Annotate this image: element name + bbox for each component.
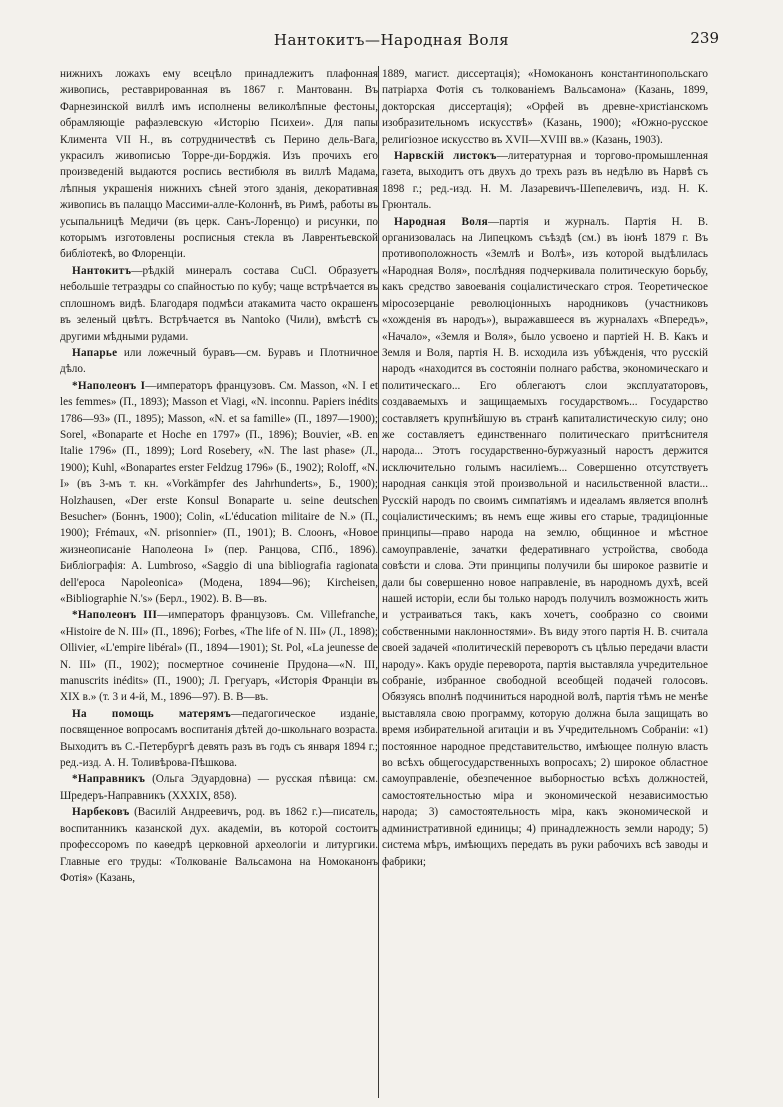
entry-text: нижнихъ ложахъ ему всецѣло принадлежитъ плафонная живопись, реставрированная въ 1867 г. Мантованн. Въ Фарнезинской виллѣ имъ исполнены великолѣпные фестоны, обрамляющіе рафаэлевскую «Исторію Психеи». Для папы Климента VII Н., въ сотрудничествѣ съ Перино дель-Вага, украсилъ живописью Торре-ди-Борджія. Изъ прочихъ его произведеній выдаются роспись вестибюля въ виллѣ Мадама, лѣпныя украшенія нижнихъ сѣней этого зданія, декоративная живопись въ палаццо Массими-алле-Колоннѣ, въ Римѣ, работы въ усыпальницѣ Медичи (въ церк. Санъ-Лоренцо) и рисунки, по которымъ изготовлены росписныя стекла въ Лаврентьевской библіотекѣ, во Флоренціи. <box>60 68 378 261</box>
entry-text: —императоръ французовъ. См. Masson, «N. I et les femmes» (П., 1893); Masson et Viagi, «N. inconnu. Papiers inédits 1786—93» (П., 1895); Masson, «N. et sa famille» (П., 1897—1900); Sorel, «Bonaparte et Hoche en 1797» (П., 1896); Bouvier, «B. en Italie 1796» (П., 1899); Lord Rosebery, «N. The last phase» (Л., 1900); Kuhl, «Bonapartes erster Feldzug 1796» (Б., 1902); Roloff, «N. I» (въ 3-мъ т. кн. «Vorkämpfer des Jahrhunderts», Б., 1900); Holzhausen, «Der erste Konsul Bonaparte u. seine deutschen Besucher» (Боннъ, 1900); Colin, «L'éducation militaire de N.» (П., 1900); Frémaux, «N. prisonnier» (П., 1901); В. Слоонъ, «Новое жизнеописаніе Наполеона I» (пер. Ранцова, СПб., 1896). Библіографія: A. Lumbroso, «Saggio di una bibliografia ragionata dell'epoca Napoleonica» (Модена, 1894—96); Kircheisen, «Bibliographie N.'s» (Берл., 1902). В. В—въ. <box>60 379 378 605</box>
entry <box>60 706 378 772</box>
running-header: Нантокитъ—Народная Воля <box>273 31 510 49</box>
entry-text: 1889, магист. диссертація); «Номоканонъ константинопольскаго патріарха Фотія съ толкованіемъ Вальсамона» (Казань, 1899, докторская диссертація); «Орфей въ древне-христіанскомъ изобразительномъ искусствѣ» (Казань, 1900); «Южно-русское религіозное искусство въ XVII—XVIII вв.» (Казань, 1903). <box>382 68 708 146</box>
entry-text: —императоръ французовъ. См. Villefranche, «Histoire de N. III» (П., 1896); Forbes, «The life of N. III» (Л., 1898); Ollivier, «L'empire libéral» (П., 1894—1901); St. Pol, «La jeunesse de N. III» (П., 1902); посмертное сочиненіе Прудона—«N. III, manuscrits inédits» (П., 1900); Л. Грегуаръ, «Исторія Франціи въ XIX в.» (т. 3 и 4-й, М., 1896—97). В. В—въ. <box>60 609 378 704</box>
entry <box>382 66 708 148</box>
entry-headword: *Направникъ <box>72 773 146 786</box>
entry <box>60 771 378 804</box>
page-number: 239 <box>690 29 719 47</box>
entry-headword: Напарье <box>72 346 118 359</box>
left-column <box>60 66 378 1096</box>
entry-headword: Нантокитъ <box>72 264 132 277</box>
entry-headword: На помощь матерямъ <box>72 707 232 720</box>
entry-text: —рѣдкій минералъ состава CuCl. Образуетъ небольшіе тетраэдры со спайностью по кубу; чаще встрѣчается въ сплошномъ видѣ. Благодаря подмѣси атакамита часто окрашенъ въ зеленый цвѣтъ. Встрѣчается въ Nantoko (Чили), вмѣстѣ съ другими мѣдными рудами. <box>60 264 378 343</box>
entry-headword: *Наполеонъ III <box>72 609 158 622</box>
entry-text: (Ольга Эдуардовна) — русская пѣвица: см. Шредеръ-Направникъ (XXXIX, 858). <box>60 773 378 802</box>
entry <box>60 804 378 886</box>
right-column <box>382 66 708 1096</box>
entry <box>60 378 378 608</box>
entry <box>60 607 378 705</box>
entry-headword: Народная Воля <box>394 215 488 228</box>
entry <box>60 263 378 345</box>
entry <box>382 148 708 214</box>
entry-headword: *Наполеонъ I <box>72 379 146 392</box>
entry-headword: Нарбековъ <box>72 806 130 819</box>
entry-text: или ложечный буравъ—см. Буравъ и Плотничное дѣло. <box>60 346 378 376</box>
entry-headword: Нарвскій листокъ <box>394 150 497 163</box>
column-divider <box>378 66 379 1098</box>
entry-text: (Василій Андреевичъ, род. въ 1862 г.)—писатель, воспитанникъ казанской дух. академіи, въ которой состоитъ профессоромъ по каѳедрѣ церковной археологіи и литургики. Главные его труды: «Толкованіе Вальсамона на Номоканонъ Фотія» (Казань, <box>60 806 378 884</box>
entry <box>60 66 378 263</box>
entry-text: —педагогическое изданіе, посвященное вопросамъ воспитанія дѣтей до-школьнаго возраста. Выходитъ въ С.-Петербургѣ девять разъ въ годъ съ января 1894 г.; ред.-изд. А. Н. Толивѣрова-Пѣшкова. <box>60 707 378 770</box>
entry <box>60 345 378 378</box>
entry-text: —литературная и торгово-промышленная газета, выходитъ отъ двухъ до трехъ разъ въ недѣлю въ Нарвѣ съ 1898 г.; ред.-изд. Н. М. Лазаревичъ-Шепелевичъ, изд. Н. К. Грюнталь. <box>382 150 708 212</box>
entry-text: —партія и журналъ. Партія Н. В. организовалась на Липецкомъ съѣздѣ (см.) въ іюнѣ 1879 г. Въ противоположность «Землѣ и Волѣ», изъ которой выдѣлилась «Народная Воля», послѣдняя подчеркивала политическую борьбу, какъ средство завоеванія соціалистическаго строя. Теоретическое міросозерцаніе революціонныхъ народниковъ (участниковъ «хожденія въ народъ»), выражавшееся въ журналахъ «Впередъ», «Начало», «Земля и Воля», было усвоено и партіей Н. В. Какъ и Земля и Воля, партія Н. В. исходила изъ убѣжденія, что русскій народъ «находится въ состояніи полнаго рабства, экономическаго и политическаго... Его облегаютъ слои эксплуататоровъ, создаваемыхъ и защищаемыхъ государствомъ... Государство составляетъ крупнѣйшую въ странѣ капиталистическую силу; оно же составляетъ единственнаго политическаго притѣснителя народа... Этотъ государственно-буржуазный наростъ держится исключительно голымъ насиліемъ... Совершенно отсутствуетъ народная санкція этой произвольной и насильственной власти... Русскій народъ по своимъ симпатіямъ и идеаламъ является вполнѣ соціалистическимъ; въ немъ еще живы его старые, традиціонные принципы—право народа на землю, общинное и мѣстное самоуправленіе, зачатки федеративнаго устройства, свобода совѣсти и слова. Эти принципы получили бы широкое развитіе и дали бы совершенно новое направленіе, въ народномъ духѣ, всей нашей исторіи, если бы только народъ получилъ возможность жить и устраиваться такъ, какъ хочетъ, сообразно со своими собственными наклонностями». Въ виду этого партія Н. В. считала своей задачей «политическій переворотъ съ цѣлью передачи власти народу». Какъ орудіе переворота, партія выставляла учредительное собраніе, избранное свободной всеобщей подачей голосовъ. Обязуясь вполнѣ подчиниться народной волѣ, партія тѣмъ не менѣе выставляла свою программу, которую должна была защищать во время избирательной агитаціи и въ Учредительномъ Собраніи: «1) постоянное народное представительство, имѣющее полную власть во всѣхъ общегосударственныхъ вопросахъ; 2) широкое областное самоуправленіе, обезпеченное выборностью всѣхъ должностей, самостоятельностью міра и экономической независимостью народа; 3) самостоятельность міра, какъ экономической и административной единицы; 4) принадлежность земли народу; 5) система мѣръ, имѣющихъ передать въ руки рабочихъ всѣ заводы и фабрики; <box>382 215 708 868</box>
entry <box>382 214 708 870</box>
